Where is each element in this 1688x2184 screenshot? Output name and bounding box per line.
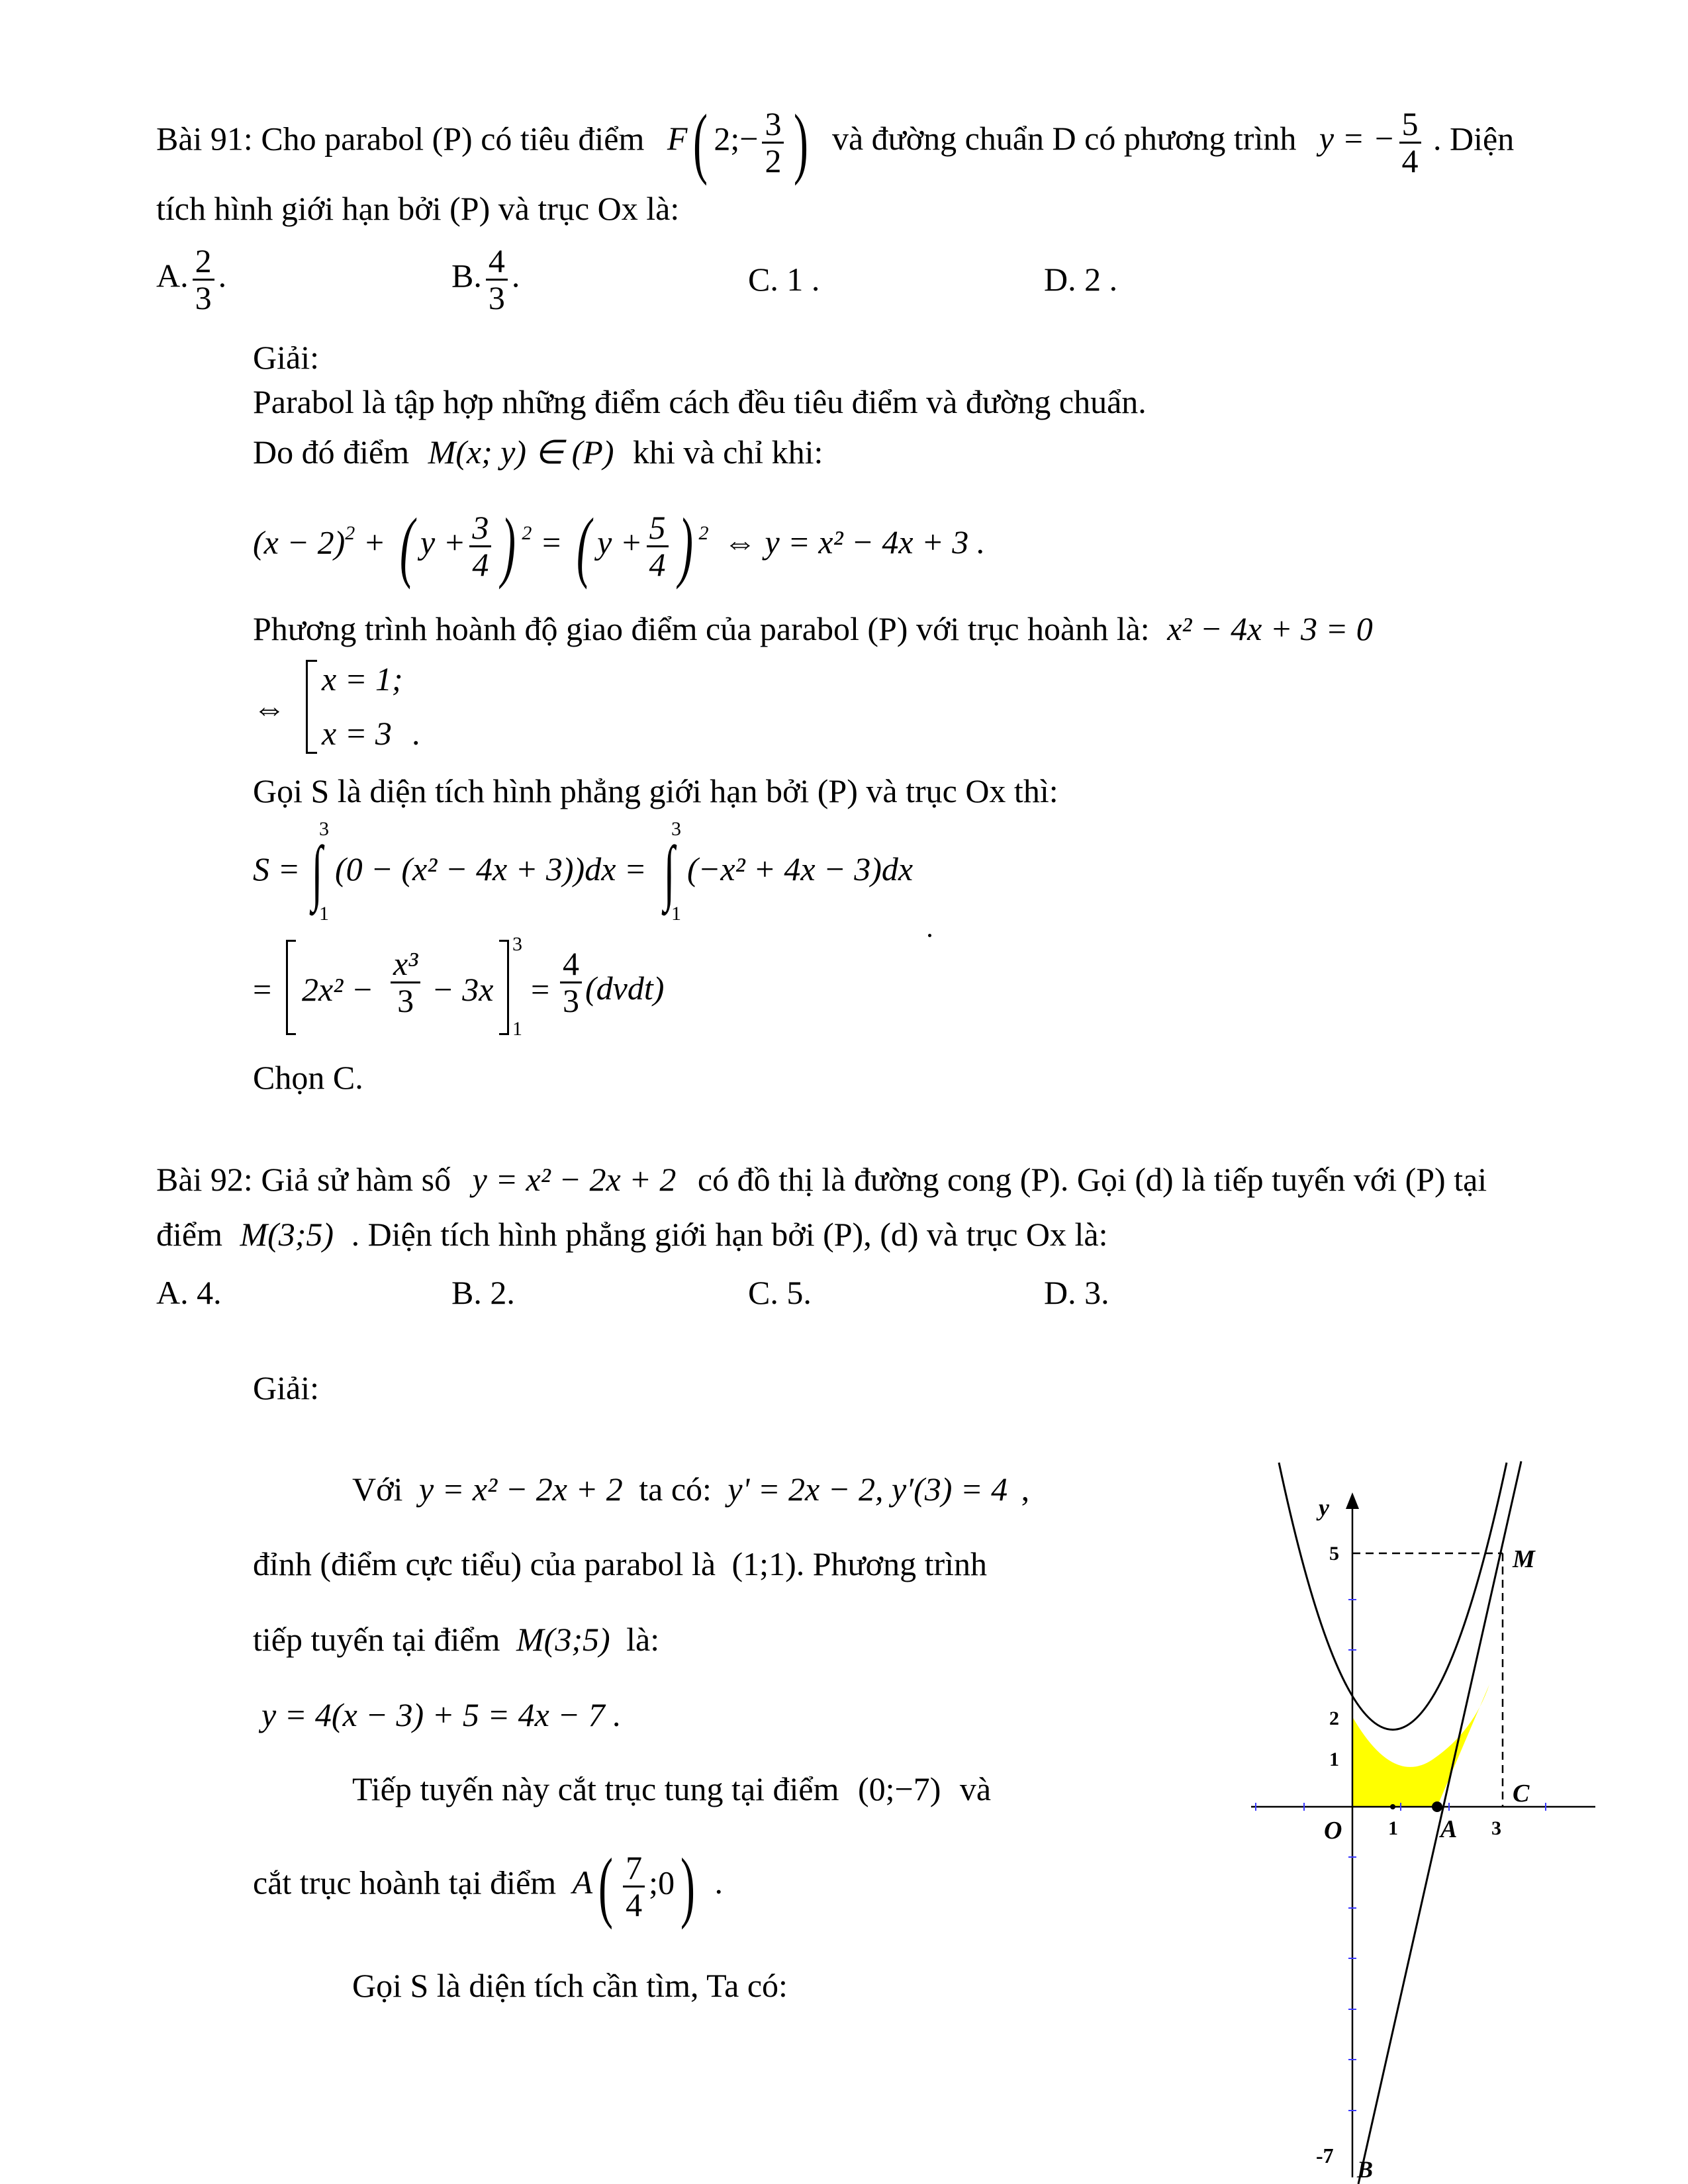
tick-label-y1: 1: [1329, 1749, 1339, 1770]
p92-tangent-equation: y = 4(x − 3) + 5 = 4x − 7 .: [261, 1696, 622, 1733]
p91-choice-b: B. $\frac{4}{3}$ .: [451, 242, 520, 316]
p91-answer: Chọn C.: [253, 1059, 363, 1096]
tick-label-y2: 2: [1329, 1707, 1339, 1729]
result-frac-x3: $\frac{\text{x³}}{3}$: [391, 946, 420, 1018]
p91-integral: S = ∫ 3 1 (0 − (x² − 4x + 3))dx = ∫ 3 1 (−x² + 4x − 3)dx: [253, 818, 914, 925]
p92-text3: tiếp tuyến tại điểm M(3;5) là:: [253, 1621, 660, 1658]
p91-step3: Phương trình hoành độ giao điểm của parabol (P) với trục hoành là: x² − 4x + 3 = 0: [253, 610, 1373, 647]
p91-result: = 2x² − $\frac{\text{x³}}{3}$ − 3x 3 1 = $\frac{4}{3}$ (dvdt): [253, 933, 665, 1040]
p92-text7: Gọi S là diện tích cần tìm, Ta có:: [352, 1967, 788, 2004]
p91-step4: Gọi S là diện tích hình phẳng giới hạn bởi (P) và trục Ox thì:: [253, 772, 1058, 809]
p91-focus-x: 2;−: [714, 120, 759, 158]
p92-choice-b: B. 2.: [451, 1274, 515, 1311]
p91-intro-a: Bài 91: Cho parabol (P) có tiêu điểm: [156, 120, 645, 158]
p91-step1: Parabol là tập hợp những điểm cách đều tiêu điểm và đường chuẩn.: [253, 383, 1147, 420]
p92-solution-heading: Giải:: [253, 1369, 319, 1406]
result-bracket-right: [499, 940, 509, 1035]
p91-choice-a: A. $\frac{2}{3}$ .: [156, 242, 227, 316]
point-C-label: C: [1513, 1780, 1530, 1807]
p91-step2: Do đó điểm M(x; y) ∈ (P) khi và chỉ khi:: [253, 433, 823, 471]
tick-label-ym7: -7: [1316, 2144, 1334, 2167]
tick-label-x1: 1: [1388, 1817, 1398, 1839]
p92-text1: Với y = x² − 2x + 2 ta có: y' = 2x − 2, y′(3) = 4 ,: [352, 1471, 1030, 1508]
tick-label-x3: 3: [1491, 1817, 1501, 1839]
point-B-label: B: [1357, 2156, 1374, 2183]
tick-label-y5: 5: [1329, 1543, 1339, 1565]
p91-solution-heading: Giải:: [253, 339, 319, 376]
decorative-dot: [928, 934, 931, 937]
p92-text6: cắt trục hoành tại điểm A( $\frac{7}{4}$ ;0) .: [253, 1842, 724, 1930]
p92-choice-c: C. 5.: [748, 1274, 812, 1311]
p92-intro-line2: điểm M(3;5) . Diện tích hình phẳng giới hạn bởi (P), (d) và trục Ox là:: [156, 1216, 1108, 1253]
p92-text2: đỉnh (điểm cực tiểu) của parabol là (1;1). Phương trình: [253, 1545, 988, 1582]
origin-label: O: [1324, 1817, 1342, 1844]
y-axis-arrow-icon: [1346, 1492, 1359, 1509]
p91-focus-frac: $\frac{3}{2}$: [762, 107, 784, 178]
p91-directrix: y = −: [1319, 120, 1395, 158]
y-axis-label: y: [1319, 1494, 1329, 1521]
shaded-area: [1352, 1684, 1489, 1807]
p92-intro-line1: Bài 92: Giả sử hàm số y = x² − 2x + 2 có đồ thị là đường cong (P). Gọi (d) là tiếp tuyến với (P) tại: [156, 1161, 1487, 1198]
result-bracket-left: [286, 940, 296, 1035]
p91-system: ⇔ x = 1; x = 3 .: [253, 659, 451, 758]
parabol-tangent-graph: [1231, 1443, 1602, 2184]
point-1: [1390, 1804, 1395, 1809]
p92-text5: Tiếp tuyến này cắt trục tung tại điểm (0;−7) và: [352, 1770, 992, 1807]
point-A: [1432, 1801, 1442, 1812]
p91-equation-focus: $(x - 2)^2$ + ( y + $\frac{3}{4}$ ) $^2$ = ( y + $\frac{5}{4}$ ) $^2$ ⇔ y = x² − 4x + 3 .: [253, 502, 986, 590]
parabola-curve: [1279, 1463, 1507, 1730]
point-M-label: M: [1513, 1545, 1535, 1573]
p91-intro-line1: Bài 91: Cho parabol (P) có tiêu điểm F( 2;− $\frac{3}{2}$ ) và đường chuẩn D có phương trình y = − $\frac{5}{4}$ . Diện: [156, 98, 1515, 186]
p91-intro-c: . Diện: [1433, 120, 1515, 158]
p91-intro-b: và đường chuẩn D có phương trình: [831, 120, 1297, 158]
p91-directrix-frac: $\frac{5}{4}$: [1399, 107, 1421, 178]
p91-focus-label: F: [667, 120, 688, 158]
point-A-label: A: [1440, 1815, 1458, 1843]
p91-choice-c: C. 1 .: [748, 261, 820, 298]
p91-intro-line2: tích hình giới hạn bởi (P) và trục Ox là:: [156, 190, 680, 227]
p92-choice-a: A. 4.: [156, 1274, 222, 1311]
p92-choice-d: D. 3.: [1044, 1274, 1109, 1311]
system-bracket: [306, 660, 317, 754]
p91-choice-d: D. 2 .: [1044, 261, 1118, 298]
result-frac-4-3: $\frac{4}{3}$: [560, 946, 582, 1018]
